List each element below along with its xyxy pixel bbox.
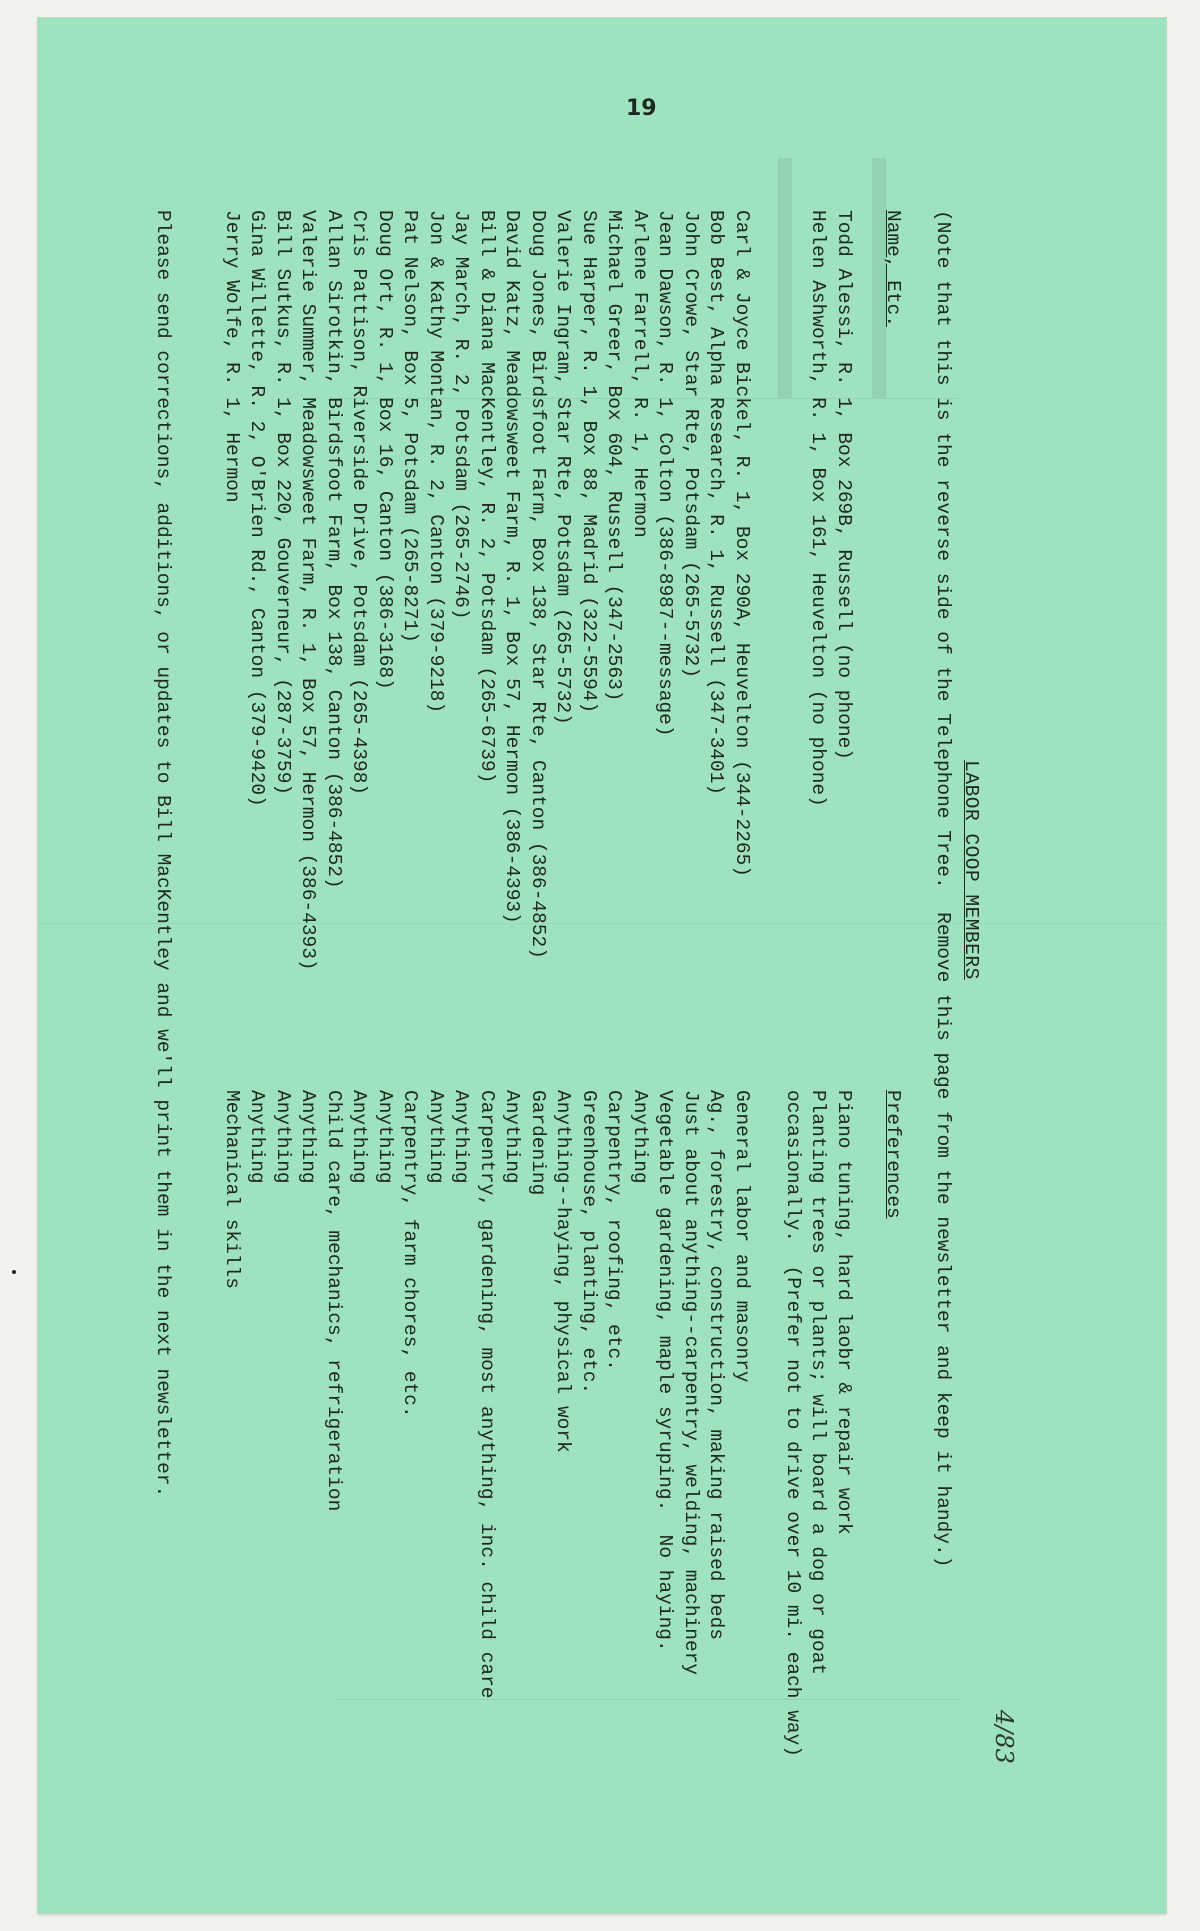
- member-preference: Mechanical skills: [221, 1090, 243, 1289]
- handwritten-date: 4/83: [990, 1710, 1018, 1764]
- member-row: [729, 210, 755, 1805]
- member-preference: Anything: [272, 1090, 294, 1184]
- member-row: [678, 210, 704, 1805]
- member-name: Bill Sutkus, R. 1, Box 220, Gouverneur, (287-3759): [272, 210, 294, 796]
- member-preference: Ag., forestry, construction, making raised beds: [705, 1090, 728, 1640]
- member-name: Valerie Summer, Meadowsweet Farm, R. 1, Box 57, Hermon (386-4393): [297, 210, 320, 971]
- member-preference: Gardening: [527, 1090, 549, 1196]
- member-name: Carl & Joyce Bickel, R. 1, Box 290A, Heuvelton (344-2265): [731, 210, 753, 878]
- member-preference-continued: occasionally. (Prefer not to drive over 10 mi. each way): [782, 1090, 804, 1758]
- column-header-preferences: Preferences: [882, 1090, 904, 1219]
- member-preference: Piano tuning, hard laobr & repair work: [833, 1090, 855, 1535]
- member-preference: Anything: [450, 1090, 473, 1184]
- member-row: [601, 210, 627, 1805]
- member-preference: Anything: [425, 1090, 447, 1184]
- member-row: [346, 210, 372, 1805]
- page-number: 19: [626, 96, 657, 121]
- member-name: David Katz, Meadowsweet Farm, R. 1, Box 57, Hermon (386-4393): [501, 210, 524, 924]
- member-preference: Anything: [297, 1090, 320, 1184]
- member-preference: Planting trees or plants; will board a dog or goat: [807, 1090, 830, 1676]
- member-preference: Carpentry, roofing, etc.: [603, 1090, 626, 1371]
- rotated-document-text: [105, 210, 1005, 1805]
- member-name: Michael Greer, Box 604, Russell (347-2563): [603, 210, 626, 702]
- member-row: [550, 210, 576, 1805]
- member-row: [244, 210, 270, 1805]
- member-row: [448, 210, 474, 1805]
- member-row: [703, 210, 729, 1805]
- member-name: Sue Harper, R. 1, Box 88, Madrid (322-5594): [578, 210, 600, 714]
- member-name: Valerie Ingram, Star Rte, Potsdam (265-5732): [552, 210, 575, 725]
- member-row: [397, 210, 423, 1805]
- member-row-continuation: [780, 210, 806, 1805]
- member-name: Arlene Farrell, R. 1, Hermon: [629, 210, 651, 538]
- member-name: Jean Dawson, R. 1, Colton (386-8987--message): [654, 210, 677, 737]
- member-row: [499, 210, 525, 1805]
- document-title: LABOR COOP MEMBERS: [960, 760, 982, 980]
- member-name: John Crowe, Star Rte, Potsdam (265-5732): [680, 210, 702, 679]
- member-name: Jon & Kathy Montan, R. 2, Canton (379-9218): [425, 210, 447, 714]
- member-preference: Greenhouse, planting, etc.: [578, 1090, 600, 1395]
- member-name: Jay March, R. 2, Potsdam (265-2746): [450, 210, 473, 620]
- member-name: Pat Nelson, Box 5, Potsdam (265-8271): [399, 210, 422, 643]
- member-row: [321, 210, 347, 1805]
- column-header-name: Name, Etc.: [882, 210, 904, 328]
- member-preference: Child care, mechanics, refrigeration: [323, 1090, 345, 1512]
- member-preference: Anything: [374, 1090, 396, 1184]
- member-row: [652, 210, 678, 1805]
- member-preference: Just about anything--carpentry, welding, machinery: [680, 1090, 702, 1676]
- member-name: Allan Sirotkin, Birdsfoot Farm, Box 138, Canton (386-4852): [323, 210, 345, 889]
- member-row: [423, 210, 449, 1805]
- member-row: [627, 210, 653, 1805]
- member-name: Doug Jones, Birdsfoot Farm, Box 138, Star Rte, Canton (386-4852): [527, 210, 549, 959]
- member-row: [525, 210, 551, 1805]
- member-row: [372, 210, 398, 1805]
- member-preference: Anything: [629, 1090, 651, 1184]
- member-name: Jerry Wolfe, R. 1, Hermon: [221, 210, 243, 503]
- member-row: [831, 210, 857, 1805]
- paper-speck: [12, 1270, 16, 1274]
- member-name: Doug Ort, R. 1, Box 16, Canton (386-3168): [374, 210, 396, 690]
- member-preference: Anything: [501, 1090, 524, 1184]
- member-row: [805, 210, 831, 1805]
- member-row: [270, 210, 296, 1805]
- member-name: Helen Ashworth, R. 1, Box 161, Heuvelton (no phone): [807, 210, 830, 807]
- member-row: [295, 210, 321, 1805]
- member-name: Gina Willette, R. 2, O'Brien Rd., Canton (379-9420): [246, 210, 269, 807]
- member-row: [219, 210, 245, 1805]
- member-preference: Vegetable gardening, maple syruping. No haying.: [654, 1090, 677, 1652]
- member-preference: Anything--haying, physical work: [552, 1090, 575, 1453]
- member-preference: General labor and masonry: [731, 1090, 753, 1383]
- member-name: Bill & Diana MacKentley, R. 2, Potsdam (265-6739): [476, 210, 498, 784]
- member-name: Todd Alessi, R. 1, Box 269B, Russell (no phone): [833, 210, 855, 760]
- document-note: (Note that this is the reverse side of the Telephone Tree. Remove this page from the newsletter and keep it handy.): [932, 210, 954, 1568]
- members-list: [219, 210, 857, 1805]
- member-name: Cris Pattison, Riverside Drive, Potsdam (265-4398): [348, 210, 371, 796]
- member-preference: Anything: [246, 1090, 269, 1184]
- footer-note: Please send corrections, additions, or updates to Bill MacKentley and we'll print them in the next newsletter.: [152, 210, 174, 1498]
- member-row: [474, 210, 500, 1805]
- member-preference: Carpentry, farm chores, etc.: [399, 1090, 422, 1418]
- member-name: Bob Best, Alpha Research, R. 1, Russell (347-3401): [705, 210, 728, 796]
- member-row: [576, 210, 602, 1805]
- member-preference: Anything: [348, 1090, 371, 1184]
- member-preference: Carpentry, gardening, most anything, inc. child care: [476, 1090, 498, 1699]
